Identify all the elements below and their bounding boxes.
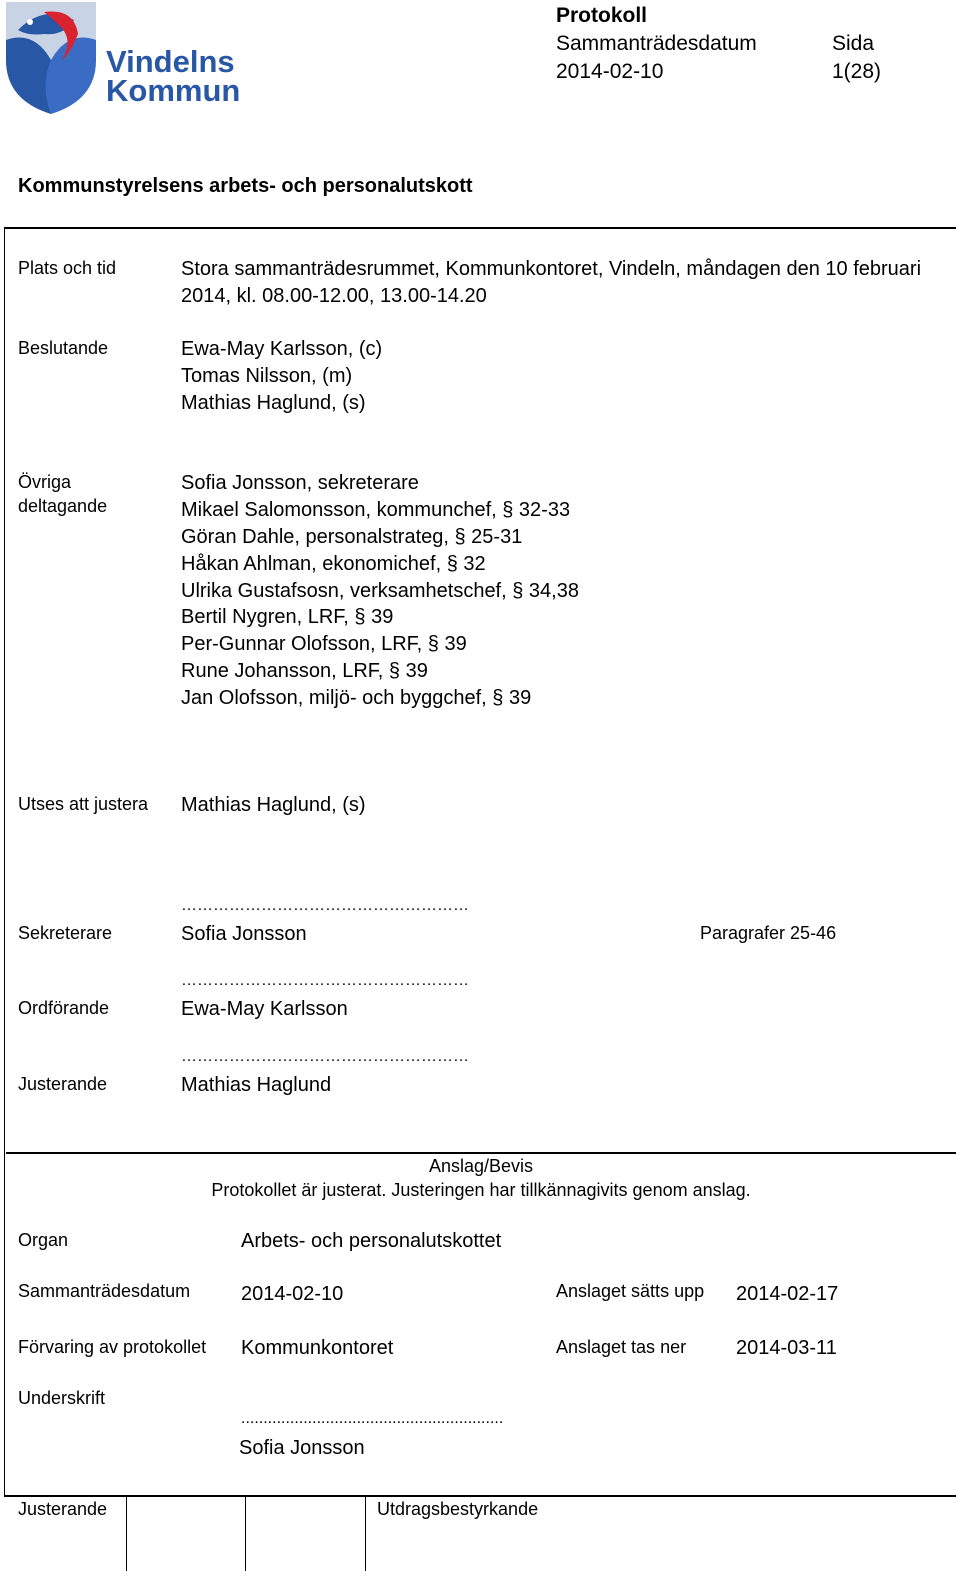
removed-label: Anslaget tas ner <box>556 1337 687 1357</box>
logo-text-line2: Kommun <box>106 73 241 108</box>
chair-signature-line: ……………………………………………… <box>181 972 469 989</box>
organ-label: Organ <box>18 1230 69 1250</box>
adjuster-signature-line: ……………………………………………… <box>181 1048 469 1065</box>
fish-shield-icon <box>4 0 100 116</box>
footer-certifier-label: Utdragsbestyrkande <box>377 1499 539 1519</box>
storage-value: Kommunkontoret <box>241 1337 394 1359</box>
notice-signature-name: Sofia Jonsson <box>239 1437 365 1459</box>
box-left-border <box>4 227 5 1497</box>
deciding-member: Ewa-May Karlsson, (c) <box>181 338 383 360</box>
signature-label: Underskrift <box>18 1388 106 1408</box>
deciding-label: Beslutande <box>18 338 109 358</box>
notice-heading: Anslag/Bevis <box>428 1156 534 1176</box>
chair-name: Ewa-May Karlsson <box>181 998 348 1020</box>
others-label-line1: Övriga <box>18 472 72 492</box>
participant: Rune Johansson, LRF, § 39 <box>181 660 428 682</box>
notice-signature-line: ........................................................... <box>241 1410 504 1427</box>
deciding-member: Tomas Nilsson, (m) <box>181 365 353 387</box>
footer-adjuster-label: Justerande <box>18 1499 108 1519</box>
notice-text: Protokollet är justerat. Justeringen har tillkännagivits genom anslag. <box>211 1180 751 1200</box>
logo-text-line1: Vindelns <box>106 44 235 79</box>
storage-label: Förvaring av protokollet <box>18 1337 207 1357</box>
meeting-date-label: Sammanträdesdatum <box>556 32 757 55</box>
footer-column-divider-1 <box>126 1497 127 1571</box>
adjuster-value: Mathias Haglund, (s) <box>181 794 366 816</box>
participant: Jan Olofsson, miljö- och byggchef, § 39 <box>181 687 532 709</box>
footer-column-divider-2 <box>245 1497 246 1571</box>
posted-label: Anslaget sätts upp <box>556 1281 705 1301</box>
box-top-border <box>4 227 956 229</box>
secretary-label: Sekreterare <box>18 923 113 943</box>
place-time-line-1: Stora sammanträdesrummet, Kommunkontoret, Vindeln, måndagen den 10 februari <box>181 258 922 280</box>
participant: Sofia Jonsson, sekreterare <box>181 472 419 494</box>
participant: Håkan Ahlman, ekonomichef, § 32 <box>181 553 486 575</box>
adjuster-signature-name: Mathias Haglund <box>181 1074 332 1096</box>
footer-column-divider-3 <box>365 1497 366 1571</box>
place-time-label: Plats och tid <box>18 258 117 278</box>
chair-label: Ordförande <box>18 998 110 1018</box>
adjuster-signature-label: Justerande <box>18 1074 108 1094</box>
participant: Per-Gunnar Olofsson, LRF, § 39 <box>181 633 467 655</box>
footer-divider <box>4 1495 956 1497</box>
organ-value: Arbets- och personalutskottet <box>241 1230 502 1252</box>
removed-value: 2014-03-11 <box>736 1337 837 1359</box>
page-number: 1(28) <box>832 60 882 83</box>
secretary-signature-line: ……………………………………………… <box>181 897 469 914</box>
place-time-line-2: 2014, kl. 08.00-12.00, 13.00-14.20 <box>181 285 487 307</box>
document-type: Protokoll <box>556 4 648 27</box>
paragraphs: Paragrafer 25-46 <box>700 923 837 943</box>
deciding-member: Mathias Haglund, (s) <box>181 392 366 414</box>
participant: Göran Dahle, personalstrateg, § 25-31 <box>181 526 523 548</box>
secretary-name: Sofia Jonsson <box>181 923 307 945</box>
notice-date-label: Sammanträdesdatum <box>18 1281 191 1301</box>
notice-date-value: 2014-02-10 <box>241 1283 344 1305</box>
participant: Mikael Salomonsson, kommunchef, § 32-33 <box>181 499 571 521</box>
meeting-date: 2014-02-10 <box>556 60 664 83</box>
page-label: Sida <box>832 32 875 55</box>
municipality-logo <box>4 0 244 118</box>
posted-value: 2014-02-17 <box>736 1283 839 1305</box>
notice-divider <box>6 1152 956 1154</box>
participant: Bertil Nygren, LRF, § 39 <box>181 606 394 628</box>
participant: Ulrika Gustafsosn, verksamhetschef, § 34,38 <box>181 580 579 602</box>
committee-title: Kommunstyrelsens arbets- och personalutskott <box>18 175 473 197</box>
others-label-line2: deltagande <box>18 496 108 516</box>
adjuster-label: Utses att justera <box>18 794 149 814</box>
